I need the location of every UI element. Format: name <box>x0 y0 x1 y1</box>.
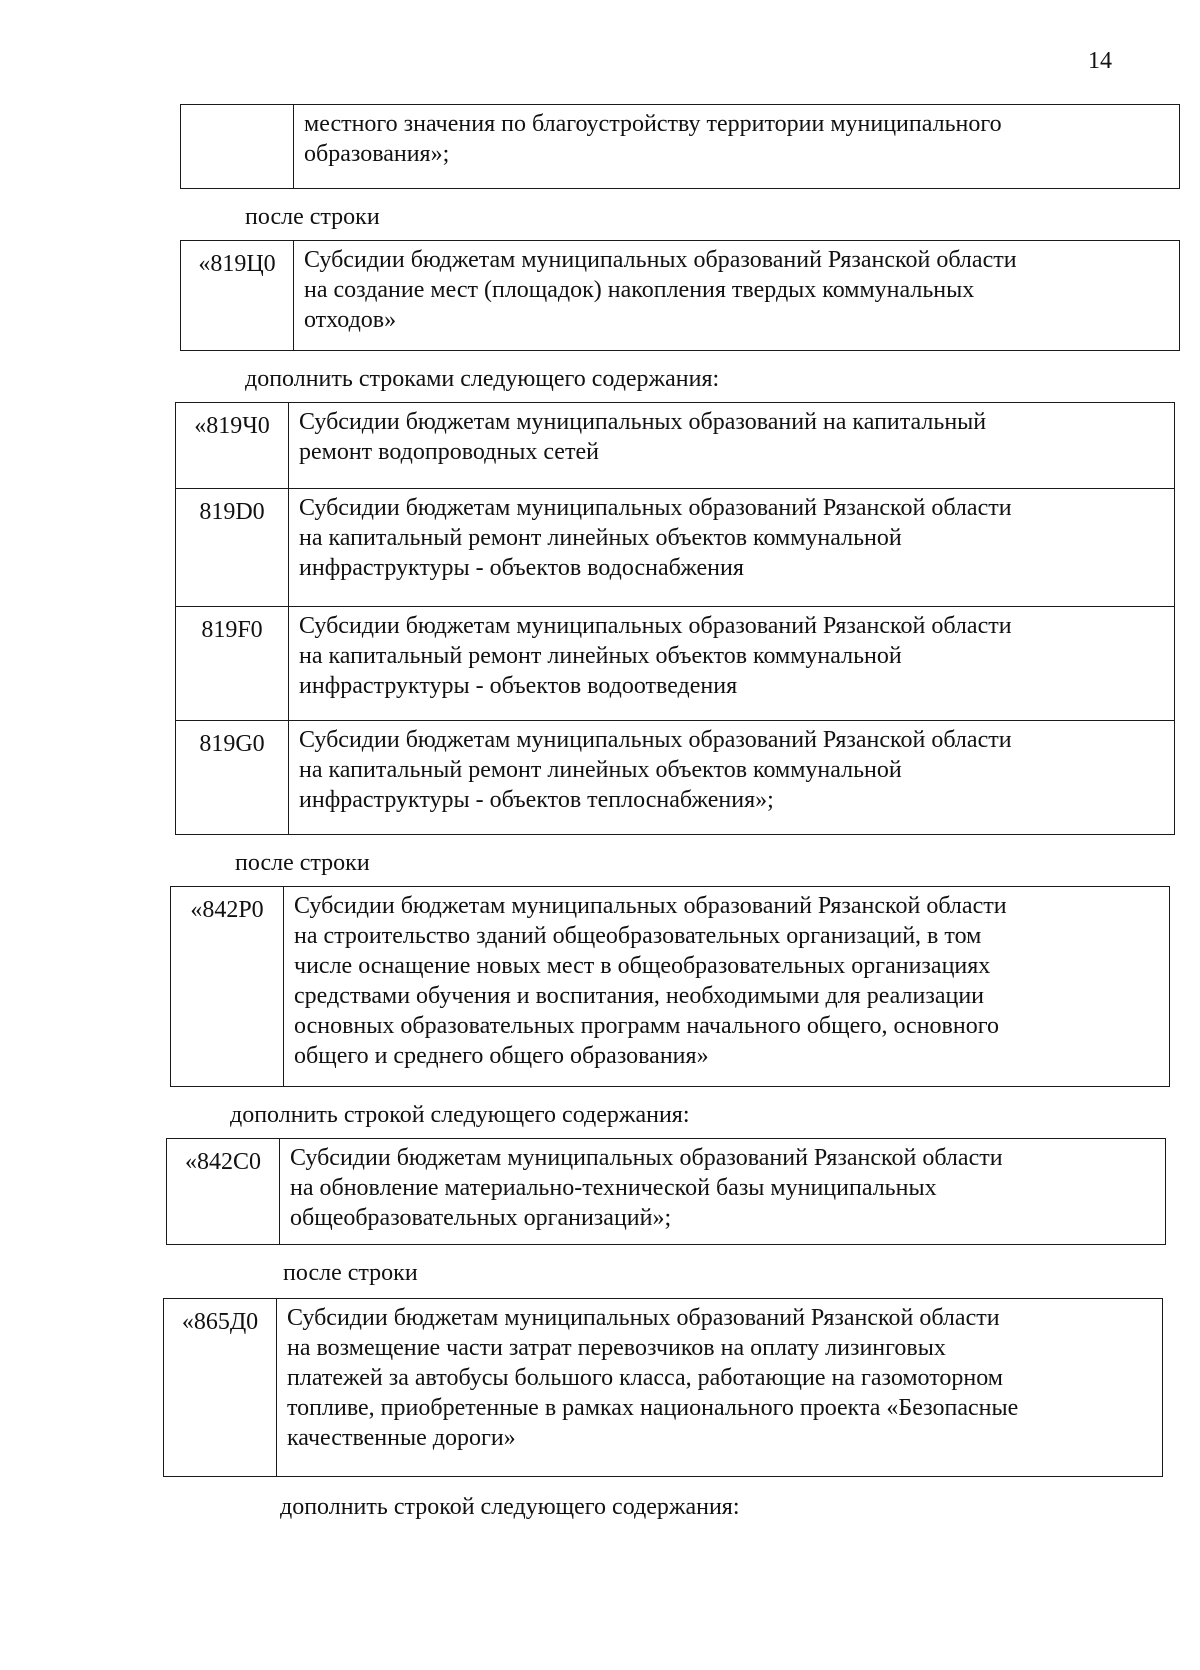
description-line: инфраструктуры - объектов водоснабжения <box>299 555 744 581</box>
description-line: Субсидии бюджетам муниципальных образований Рязанской области <box>290 1145 1003 1171</box>
added-row-table <box>166 1138 1166 1245</box>
table-row <box>176 403 1175 489</box>
added-rows-table <box>175 402 1175 835</box>
budget-code-cell: «819Ч0 <box>176 403 289 489</box>
description-cell <box>280 1139 1166 1245</box>
description-line: Субсидии бюджетам муниципальных образований Рязанской области <box>287 1305 1000 1331</box>
description-cell <box>294 105 1180 189</box>
budget-code-cell: «842Р0 <box>171 887 284 1087</box>
instruction-after-line: после строки <box>235 850 370 876</box>
budget-code-cell: «842С0 <box>167 1139 280 1245</box>
description-line: на капитальный ремонт линейных объектов коммунальной <box>299 525 902 551</box>
description-line: числе оснащение новых мест в общеобразовательных организациях <box>294 953 991 979</box>
instruction-add-lines: дополнить строками следующего содержания: <box>245 366 720 392</box>
continuation-table <box>180 104 1180 189</box>
instruction-add-line: дополнить строкой следующего содержания: <box>230 1102 690 1128</box>
budget-code-cell: «865Д0 <box>164 1299 277 1477</box>
description-line: Субсидии бюджетам муниципальных образований Рязанской области <box>299 727 1012 753</box>
description-cell <box>284 887 1170 1087</box>
description-line: Субсидии бюджетам муниципальных образований на капитальный <box>299 409 987 435</box>
description-line: Субсидии бюджетам муниципальных образований Рязанской области <box>299 495 1012 521</box>
table-row <box>176 607 1175 721</box>
description-cell <box>277 1299 1163 1477</box>
instruction-add-line: дополнить строкой следующего содержания: <box>280 1494 740 1520</box>
description-line: отходов» <box>304 307 397 333</box>
description-line: на возмещение части затрат перевозчиков на оплату лизинговых <box>287 1335 946 1361</box>
budget-code-cell <box>181 105 294 189</box>
description-line: Субсидии бюджетам муниципальных образований Рязанской области <box>299 613 1012 639</box>
description-line: инфраструктуры - объектов водоотведения <box>299 673 738 699</box>
instruction-after-line: после строки <box>245 204 380 230</box>
description-line: топливе, приобретенные в рамках национального проекта «Безопасные <box>287 1395 1019 1421</box>
table-row <box>181 241 1180 351</box>
description-cell <box>289 607 1175 721</box>
description-line: общего и среднего общего образования» <box>294 1043 709 1069</box>
description-line: на капитальный ремонт линейных объектов коммунальной <box>299 757 902 783</box>
description-cell <box>289 721 1175 835</box>
description-line: инфраструктуры - объектов теплоснабжения»; <box>299 787 774 813</box>
description-line: платежей за автобусы большого класса, работающие на газомоторном <box>287 1365 1003 1391</box>
description-line: ремонт водопроводных сетей <box>299 439 599 465</box>
description-line: Субсидии бюджетам муниципальных образований Рязанской области <box>304 247 1017 273</box>
table-row <box>164 1299 1163 1477</box>
description-line: образования»; <box>304 141 450 167</box>
description-line: на строительство зданий общеобразовательных организаций, в том <box>294 923 982 949</box>
description-line: средствами обучения и воспитания, необходимыми для реализации <box>294 983 984 1009</box>
description-cell <box>289 489 1175 607</box>
description-line: основных образовательных программ начального общего, основного <box>294 1013 999 1039</box>
reference-row-table <box>170 886 1170 1087</box>
reference-row-table <box>180 240 1180 351</box>
table-row <box>176 489 1175 607</box>
budget-code-cell: 819D0 <box>176 489 289 607</box>
budget-code-cell: 819G0 <box>176 721 289 835</box>
description-line: на капитальный ремонт линейных объектов коммунальной <box>299 643 902 669</box>
budget-code-cell: 819F0 <box>176 607 289 721</box>
table-row <box>176 721 1175 835</box>
table-row <box>167 1139 1166 1245</box>
description-line: качественные дороги» <box>287 1425 516 1451</box>
budget-code-cell: «819Ц0 <box>181 241 294 351</box>
reference-row-table <box>163 1298 1163 1477</box>
description-line: местного значения по благоустройству территории муниципального <box>304 111 1002 137</box>
description-line: на обновление материально-технической базы муниципальных <box>290 1175 937 1201</box>
description-line: Субсидии бюджетам муниципальных образований Рязанской области <box>294 893 1007 919</box>
table-row <box>171 887 1170 1087</box>
description-line: общеобразовательных организаций»; <box>290 1205 672 1231</box>
instruction-after-line: после строки <box>283 1260 418 1286</box>
description-cell <box>294 241 1180 351</box>
description-cell <box>289 403 1175 489</box>
table-row <box>181 105 1180 189</box>
page-number: 14 <box>1088 48 1112 74</box>
description-line: на создание мест (площадок) накопления твердых коммунальных <box>304 277 975 303</box>
